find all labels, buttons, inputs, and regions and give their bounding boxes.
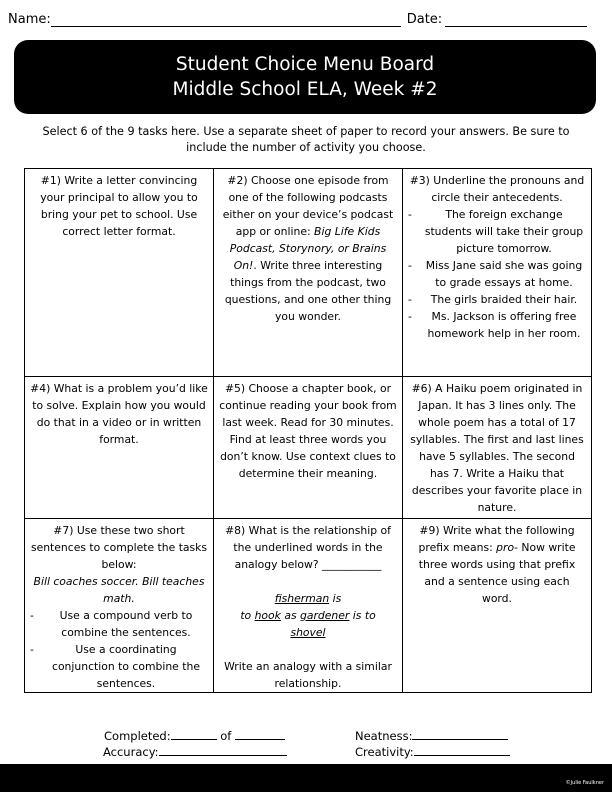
task-6: #6) A Haiku poem originated in Japan. It has 3 lines only. The whole poem has a total of 17 syllables. The first and last lines have 5 syllables. The second has 7. Write a Haiku that describes your favorite place in nature. — [403, 377, 592, 519]
task-5: #5) Choose a chapter book, or continue reading your book from last week. Read for 30 minutes. Find at least three words you don’t know. Use context clues to determine their meaning. — [214, 377, 403, 519]
example-sentences: Bill coaches soccer. Bill teaches math. — [33, 575, 205, 605]
analogy: fisherman is to hook as gardener is to shovel — [240, 592, 376, 639]
list-item: - Ms. Jackson is offering free homework help in her room. — [408, 310, 581, 340]
date-field[interactable] — [445, 12, 587, 27]
instructions: Select 6 of the 9 tasks here. Use a separate sheet of paper to record your answers. Be sure to include the number of activity you choose. — [42, 125, 570, 154]
accuracy-field[interactable] — [159, 743, 287, 756]
completed-field[interactable] — [171, 727, 217, 740]
accuracy-row: Accuracy: — [103, 743, 287, 760]
footer-bar — [0, 764, 612, 792]
list-item: - Use a coordinating conjunction to combine the sentences. — [30, 643, 200, 690]
header-row — [8, 12, 602, 27]
task-3: #3) Underline the pronouns and circle their antecedents. - The foreign exchange students will take their group picture tomorrow. - Miss Jane said she was going to grade essays at home. - The girls braided their hair. - Ms. Jackson is offering free homework help in her room. — [403, 169, 592, 377]
date-label: Date: — [406, 12, 443, 27]
task-9: #9) Write what the following prefix means: pro- Now write three words using that prefix and a sentence using each word. — [403, 519, 592, 693]
name-field[interactable] — [51, 12, 401, 27]
list-item: - The foreign exchange students will take their group picture tomorrow. — [408, 208, 584, 255]
list-item: - The girls braided their hair. — [408, 293, 578, 306]
task-1: #1) Write a letter convincing your principal to allow you to bring your pet to school. Use correct letter format. — [25, 169, 214, 377]
title-line1: Student Choice Menu Board — [175, 54, 435, 75]
creativity-row: Creativity: — [355, 743, 510, 760]
task-8: #8) What is the relationship of the underlined words in the analogy below? ___________ fisherman is to hook as gardener is to shovel Write an analogy with a similar relationship. — [214, 519, 403, 693]
title-banner — [14, 40, 596, 114]
total-field[interactable] — [235, 727, 285, 740]
title-line2: Middle School ELA, Week #2 — [172, 79, 438, 100]
name-label: Name: — [8, 12, 51, 27]
neatness-row: Neatness: — [355, 727, 508, 744]
task-4: #4) What is a problem you’d like to solve. Explain how you would do that in a video or in written format. — [25, 377, 214, 519]
copyright: ©Julie Faulkner — [565, 780, 604, 786]
list-item: - Miss Jane said she was going to grade essays at home. — [408, 259, 583, 289]
choice-menu-grid — [24, 168, 592, 693]
task-2: #2) Choose one episode from one of the following podcasts either on your device’s podcast app or online: Big Life Kids Podcast, Storynory, or Brains On!. Write three interesting things from the podcast, two questions, and one other thing you wonder. — [214, 169, 403, 377]
task-7: #7) Use these two short sentences to complete the tasks below: Bill coaches soccer. Bill teaches math. - Use a compound verb to combine the sentences. - Use a coordinating conjunction to combine the sentences. — [25, 519, 214, 693]
podcast-names: Big Life Kids Podcast, Storynory, or Brains On! — [229, 225, 387, 272]
list-item: - Use a compound verb to combine the sentences. — [30, 609, 193, 639]
prefix: pro- — [496, 541, 518, 554]
creativity-field[interactable] — [414, 743, 510, 756]
completed-row: Completed: of — [104, 727, 285, 744]
neatness-field[interactable] — [412, 727, 508, 740]
